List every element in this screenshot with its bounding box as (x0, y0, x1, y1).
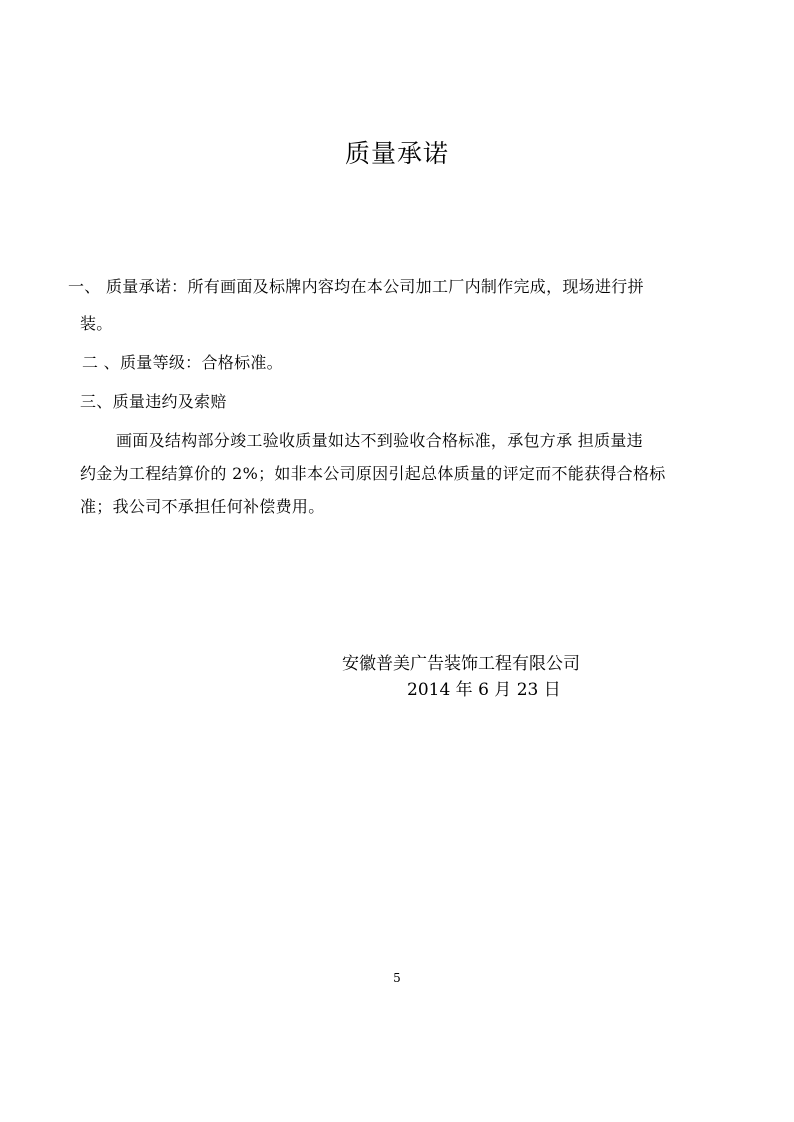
document-title: 质量承诺 (344, 139, 449, 168)
item-3-paragraph-line-2: 约金为工程结算价的 2%；如非本公司原因引起总体质量的评定而不能获得合格标 (80, 464, 666, 483)
signature-company: 安徽普美广告装饰工程有限公司 (342, 654, 580, 674)
page-number: 5 (393, 971, 401, 985)
item-3-paragraph-line-3: 准；我公司不承担任何补偿费用。 (80, 497, 325, 516)
signature-date: 2014 年 6 月 23 日 (407, 680, 561, 700)
item-2-line: 二 、质量等级：合格标准。 (82, 353, 283, 372)
item-1-line-1: 一、 质量承诺：所有画面及标牌内容均在本公司加工厂内制作完成，现场进行拼 (68, 277, 644, 296)
item-3-paragraph-line-1: 画面及结构部分竣工验收质量如达不到验收合格标准，承包方承 担质量违 (116, 431, 643, 450)
item-1-line-2: 装。 (80, 314, 113, 333)
item-3-heading: 三、质量违约及索赔 (80, 392, 227, 411)
